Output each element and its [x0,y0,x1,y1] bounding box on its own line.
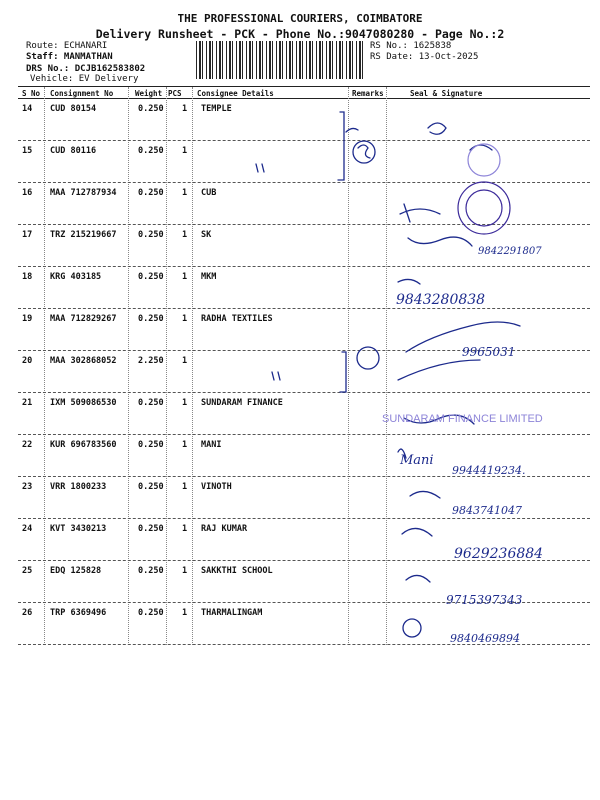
row-weight: 0.250 [138,608,164,618]
row-sno: 24 [22,524,33,534]
row-sno: 23 [22,482,33,492]
row-consignee: VINOTH [201,482,232,492]
row-consignment: VRR 1800233 [50,482,107,492]
signature-18 [398,279,420,284]
row-consignment: MAA 302868052 [50,356,117,366]
row-weight: 0.250 [138,188,164,198]
row-consignment: TRP 6369496 [50,608,107,618]
signature-20 [398,360,480,380]
row-consignment: CUD 80116 [50,146,97,156]
remark-stroke [358,145,370,158]
row-consignee: TEMPLE [201,104,232,114]
bank-seal-inner [466,190,502,226]
rs-date: RS Date: 13-Oct-2025 [370,52,479,62]
row-sno: 14 [22,104,33,114]
col-sno: S No [22,89,41,98]
row-pcs: 1 [182,230,188,240]
row-consignee: SUNDARAM FINANCE [201,398,283,408]
ditto-mark [256,164,264,172]
col-remarks: Remarks [352,89,384,98]
row-consignee: THARMALINGAM [201,608,263,618]
row-weight: 0.250 [138,566,164,576]
row-pcs: 1 [182,188,188,198]
row-consignee: MANI [201,440,222,450]
row-sno: 20 [22,356,33,366]
row-consignment: KVT 3430213 [50,524,107,534]
row-sno: 18 [22,272,33,282]
signature-24 [402,528,432,536]
row-consignee: CUB [201,188,217,198]
row-weight: 0.250 [138,524,164,534]
row-pcs: 1 [182,608,188,618]
row-sno: 17 [22,230,33,240]
phone-24: 9629236884 [454,546,544,562]
col-consignment: Consignment No [50,89,114,98]
row-weight: 0.250 [138,146,164,156]
document-subtitle: Delivery Runsheet - PCK - Phone No.:9047080280 - Page No.:2 [95,27,505,41]
row-weight: 2.250 [138,356,164,366]
row-consignment: KRG 403185 [50,272,102,282]
signature-17 [408,237,472,246]
row-sno: 16 [22,188,33,198]
row-pcs: 1 [182,566,188,576]
signature-23 [410,491,440,498]
stamp-15 [468,144,500,176]
ditto-mark [272,372,280,380]
row-weight: 0.250 [138,314,164,324]
row-pcs: 1 [182,440,188,450]
row-consignee: SAKKTHI SCHOOL [201,566,273,576]
signature-25 [406,575,430,582]
row-consignment: EDQ 125828 [50,566,102,576]
route-label: Route: ECHANARI [26,41,108,51]
row-weight: 0.250 [138,482,164,492]
phone-23: 9843741047 [452,504,522,517]
phone-25: 9715397343 [446,593,523,607]
remark-bracket-stroke [340,352,346,392]
name-22: Mani [400,453,434,468]
vehicle-label: Vehicle: EV Delivery [30,74,139,84]
stamp-21: SUNDARAM FINANCE LIMITED [382,413,543,425]
remark-stroke [346,128,358,132]
phone-20: 9965031 [462,345,516,359]
remark-circle [353,141,375,163]
row-pcs: 1 [182,272,188,282]
row-consignment: MAA 712787934 [50,188,117,198]
row-sno: 19 [22,314,33,324]
row-pcs: 1 [182,482,188,492]
row-weight: 0.250 [138,272,164,282]
row-consignment: IXM 509086530 [50,398,117,408]
row-sno: 25 [22,566,33,576]
row-pcs: 1 [182,146,188,156]
row-sno: 26 [22,608,33,618]
phone-26: 9840469894 [450,632,520,645]
col-pcs: PCS [168,89,182,98]
row-consignment: CUD 80154 [50,104,97,114]
row-sno: 15 [22,146,33,156]
col-consignee: Consignee Details [197,89,274,98]
row-consignee: SK [201,230,212,240]
row-weight: 0.250 [138,104,164,114]
phone-17: 9842291807 [478,246,542,257]
row-pcs: 1 [182,104,188,114]
document-title: THE PROFESSIONAL COURIERS, COIMBATORE [177,12,423,25]
row-pcs: 1 [182,398,188,408]
remark-bracket-stroke [338,112,344,180]
row-weight: 0.250 [138,440,164,450]
row-sno: 21 [22,398,33,408]
drs-label: DRS No.: DCJB162583802 [26,64,146,74]
row-consignment: TRZ 215219667 [50,230,117,240]
row-sno: 22 [22,440,33,450]
row-pcs: 1 [182,524,188,534]
signature-14 [428,123,446,134]
row-consignee: RAJ KUMAR [201,524,248,534]
row-weight: 0.250 [138,230,164,240]
row-consignment: MAA 712829267 [50,314,117,324]
row-weight: 0.250 [138,398,164,408]
remark-circle [357,347,379,369]
row-pcs: 1 [182,314,188,324]
staff-label: Staff: MANMATHAN [26,52,113,62]
signature-16 [400,204,440,222]
row-consignee: RADHA TEXTILES [201,314,273,324]
rs-number: RS No.: 1625838 [370,41,452,51]
phone-22: 9944419234. [452,464,526,477]
row-consignee: MKM [201,272,217,282]
signature-26 [403,619,421,637]
phone-18: 9843280838 [396,292,486,308]
col-weight: Weight [135,89,163,98]
col-seal: Seal & Signature [410,89,483,98]
row-consignment: KUR 696783560 [50,440,117,450]
row-pcs: 1 [182,356,188,366]
